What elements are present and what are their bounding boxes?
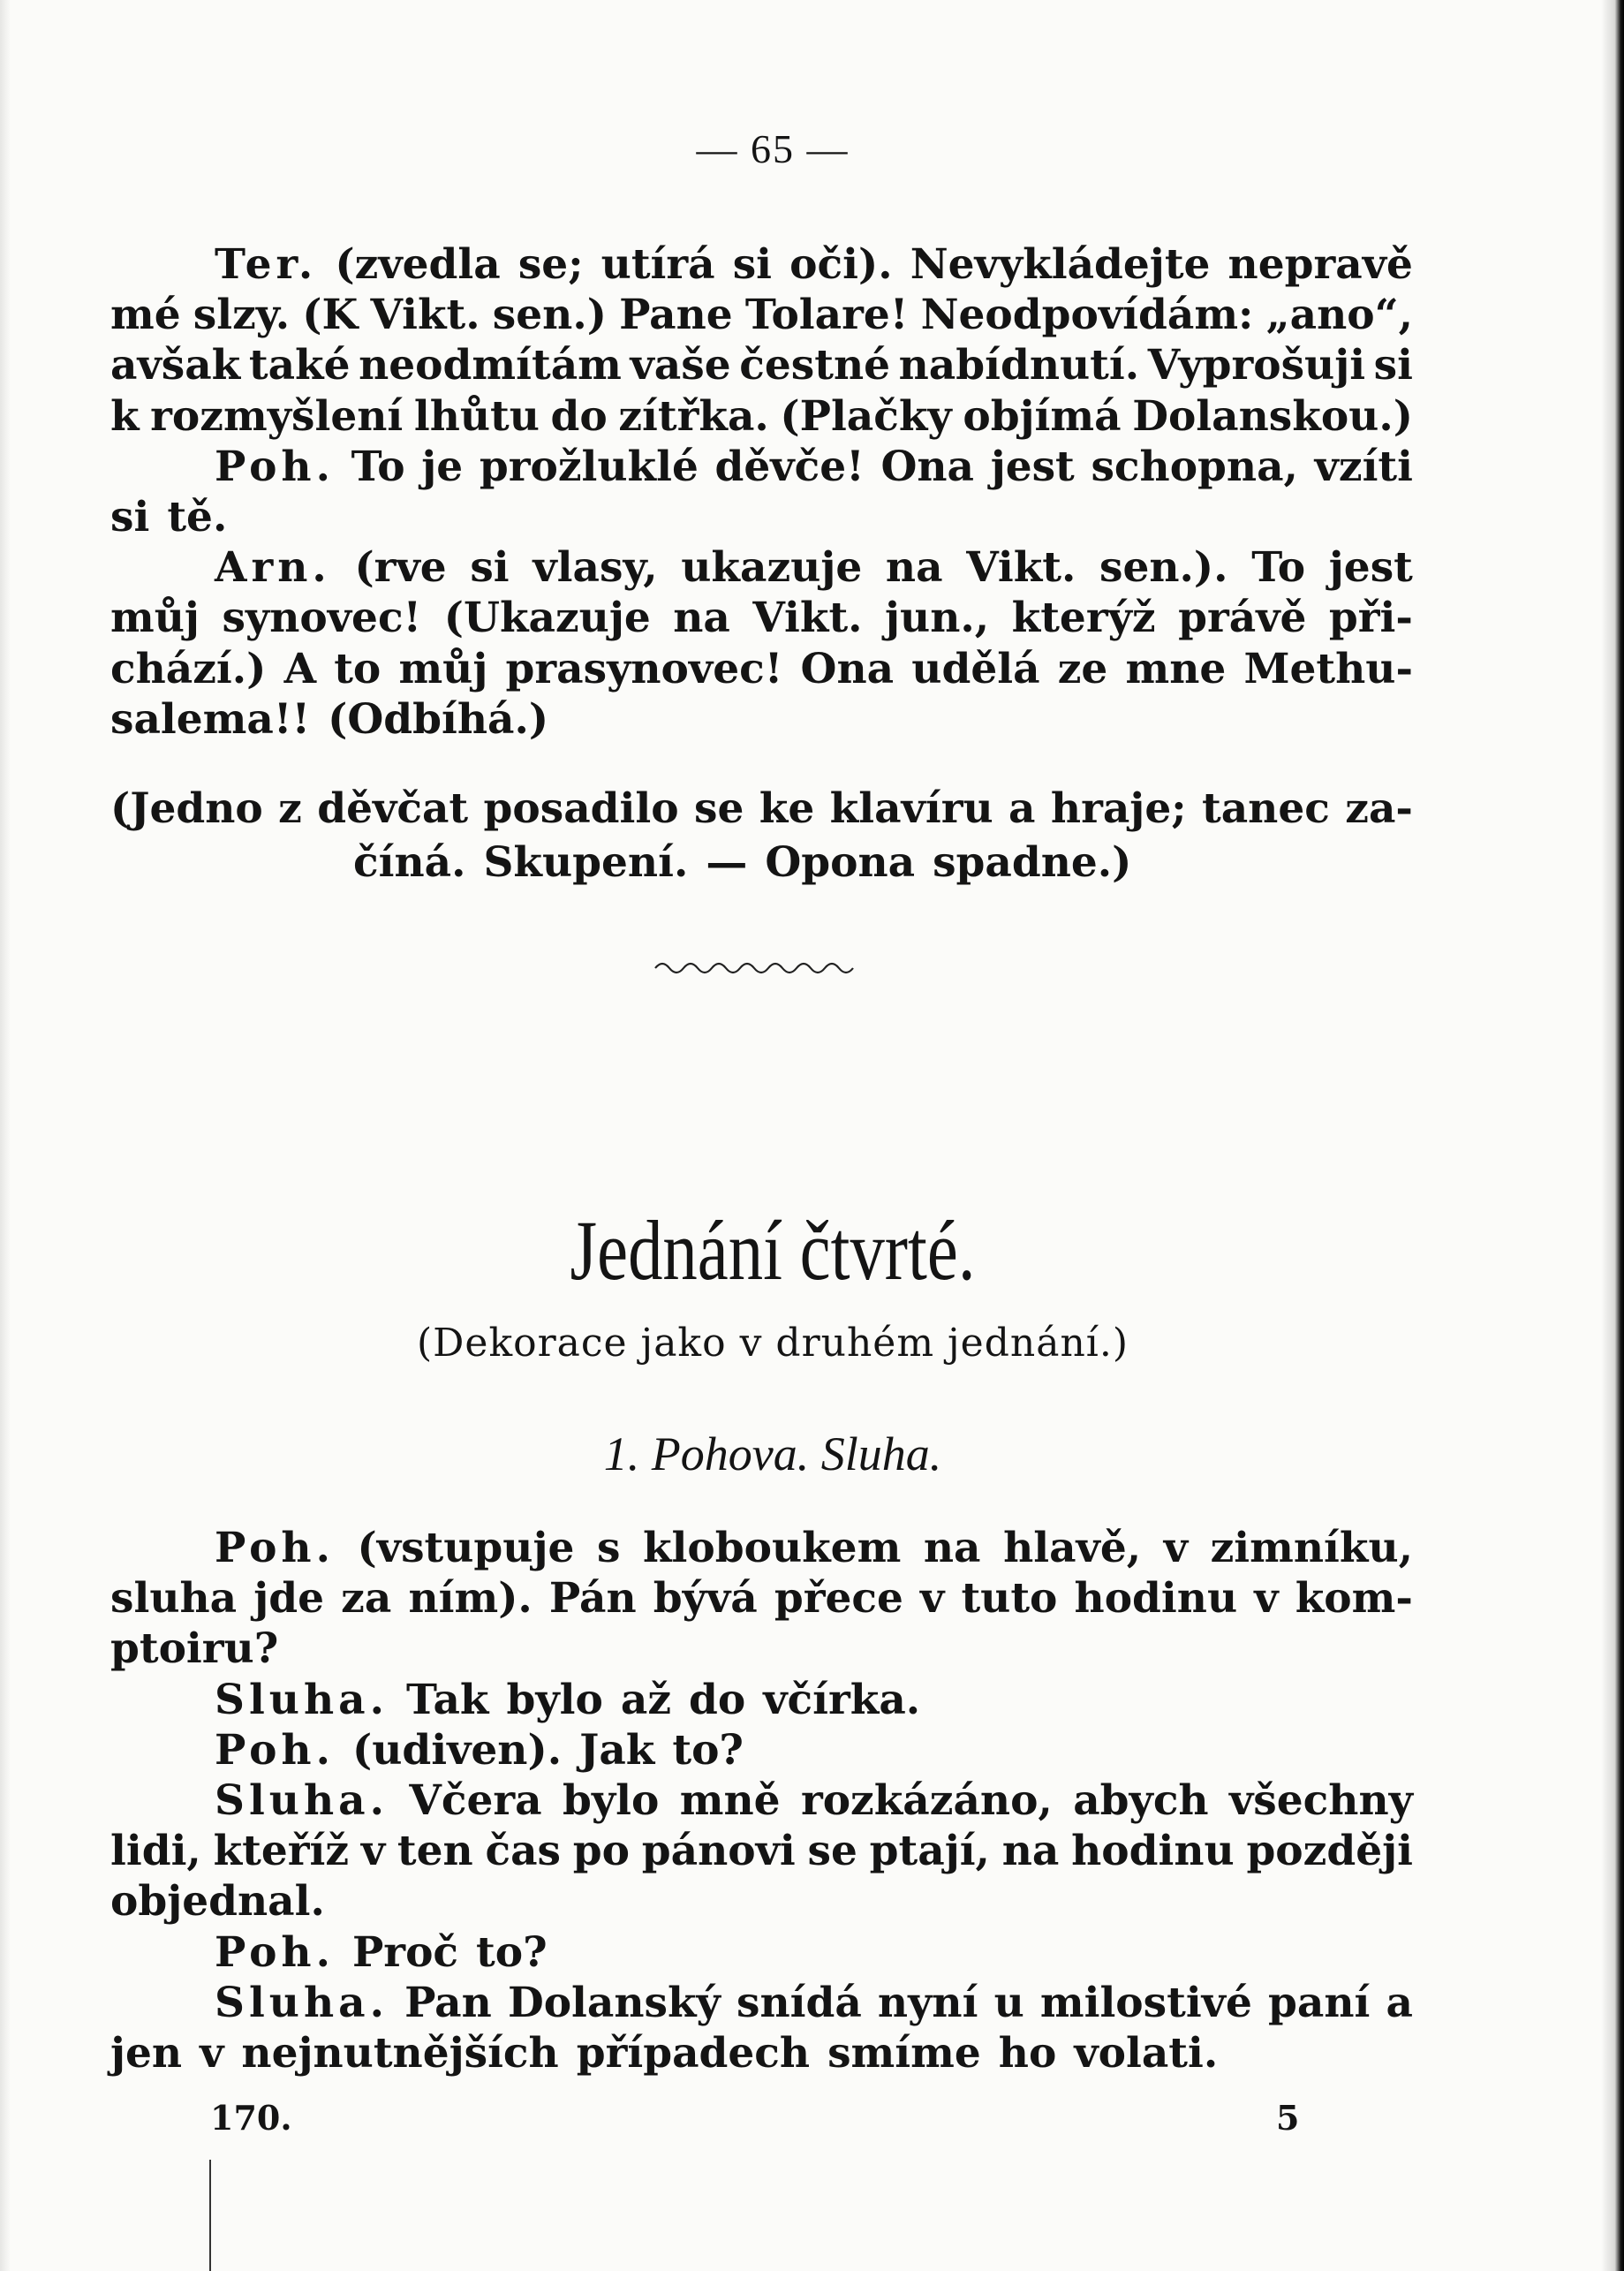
- text-line: [110, 291, 1413, 340]
- word: si: [732, 240, 773, 289]
- word: volati.: [1074, 2029, 1219, 2078]
- word: klavíru: [829, 784, 993, 833]
- word: avšak: [110, 341, 241, 390]
- word: jde: [253, 1574, 325, 1624]
- word: čestné: [739, 341, 891, 390]
- word: lhůtu: [413, 391, 540, 441]
- text-line: [110, 784, 1413, 834]
- word: za: [341, 1574, 392, 1624]
- text-line: [110, 341, 1413, 390]
- text-line: [110, 493, 227, 542]
- word: utírá: [601, 240, 715, 289]
- word: bylo: [562, 1776, 660, 1825]
- text-line: [215, 543, 1413, 593]
- word: zítřka.: [618, 391, 769, 441]
- word: Opona: [765, 838, 916, 887]
- word: Dolanskou.): [1132, 391, 1413, 441]
- word: ukazuje: [681, 543, 863, 593]
- text-line: [110, 2029, 1218, 2078]
- ornament-divider: [653, 954, 861, 980]
- word: ke: [759, 784, 815, 833]
- word: Ona: [880, 442, 975, 491]
- word: paní: [1268, 1978, 1371, 2027]
- word: bývá: [653, 1574, 758, 1624]
- word: abych: [1073, 1776, 1209, 1825]
- word: (Jedno: [110, 784, 263, 833]
- word: tě.: [167, 493, 228, 541]
- word: na: [1001, 1827, 1060, 1876]
- word: v: [1163, 1524, 1189, 1572]
- word: objímá: [963, 391, 1122, 441]
- speaker-name: Poh.: [215, 442, 335, 491]
- word: případech: [576, 2029, 811, 2078]
- word: vzíti: [1314, 442, 1413, 491]
- word: k: [110, 391, 140, 441]
- word: snídá: [736, 1978, 862, 2027]
- word: rozkázáno,: [800, 1776, 1053, 1825]
- word: Pane: [619, 291, 733, 340]
- text-line: [215, 1928, 548, 1978]
- word: do: [689, 1675, 746, 1724]
- text-line: [215, 1726, 744, 1775]
- word: všechny: [1229, 1776, 1413, 1825]
- word: chází.): [110, 644, 267, 693]
- word: (rve: [354, 543, 447, 593]
- word: objednal.: [110, 1877, 325, 1927]
- word: na: [923, 1524, 981, 1572]
- word: Ona: [800, 644, 895, 693]
- word: Jak: [579, 1725, 655, 1775]
- text-line: [215, 240, 1413, 290]
- word: ptají,: [869, 1827, 990, 1876]
- word: synovec!: [222, 594, 422, 643]
- text-line: [110, 392, 1413, 442]
- word: tanec: [1201, 784, 1330, 833]
- word: To: [1251, 543, 1306, 593]
- word: sen.): [492, 291, 607, 340]
- word: mé: [110, 291, 181, 340]
- word: (Ukazuje: [443, 594, 651, 643]
- word: hlavě,: [1003, 1524, 1142, 1572]
- page-number: — 65 —: [696, 126, 850, 171]
- word: vaše: [630, 341, 731, 390]
- word: si: [1373, 341, 1413, 390]
- word: ze: [1057, 644, 1108, 693]
- text-line: [110, 1827, 1413, 1876]
- act-title: Jednání čtvrté.: [570, 1203, 976, 1298]
- word: Vikt.: [966, 543, 1076, 593]
- word: po: [572, 1827, 630, 1876]
- word: při-: [1328, 594, 1413, 643]
- word: smíme: [827, 2029, 981, 2078]
- word: to: [334, 644, 381, 693]
- text-line: [215, 1524, 1413, 1573]
- text-line: [215, 1776, 1413, 1826]
- act-decoration-note: (Dekorace jako v druhém jednání.): [416, 1321, 1129, 1366]
- word: přece: [774, 1574, 903, 1624]
- scene-title: 1. Pohova. Sluha.: [603, 1427, 942, 1480]
- page-edge-left: [0, 0, 11, 2271]
- word: kom-: [1295, 1574, 1413, 1624]
- footer-signature: 170.: [210, 2098, 292, 2138]
- word: Tolare!: [744, 291, 909, 340]
- word: slzy.: [193, 291, 291, 340]
- word: jest: [1328, 543, 1413, 593]
- page-edge-right: [1601, 0, 1624, 2271]
- word: schopna,: [1091, 442, 1298, 491]
- word: se;: [517, 240, 584, 289]
- text-line: [215, 1979, 1413, 2028]
- word: mne: [1125, 644, 1227, 693]
- word: je: [421, 442, 464, 491]
- word: v: [360, 1827, 386, 1876]
- word: Pan: [404, 1978, 492, 2027]
- word: nabídnutí.: [898, 341, 1140, 390]
- word: v: [920, 1574, 945, 1624]
- word: spadne.): [933, 838, 1132, 887]
- word: posadilo: [483, 784, 679, 833]
- word: se: [807, 1827, 857, 1876]
- word: pánovi: [641, 1827, 796, 1876]
- word: kloboukem: [642, 1524, 902, 1572]
- word: mně: [679, 1776, 781, 1825]
- word: právě: [1178, 594, 1307, 643]
- word: Neodpovídám:: [920, 291, 1254, 340]
- text-line: [215, 443, 1413, 492]
- word: hodinu: [1071, 1827, 1235, 1876]
- word: jun.,: [885, 594, 990, 643]
- word: To: [351, 442, 405, 491]
- word: hodinu: [1074, 1574, 1238, 1624]
- speaker-name: Ter.: [215, 240, 318, 289]
- word: (udiven).: [351, 1725, 563, 1775]
- word: číná.: [353, 838, 466, 887]
- word: děvčat: [317, 784, 469, 833]
- speaker-name: Sluha.: [215, 1776, 389, 1825]
- word: za-: [1345, 784, 1413, 833]
- word: neodmítám: [359, 341, 622, 390]
- word: také: [248, 341, 351, 390]
- word: (zvedla: [335, 240, 501, 289]
- word: to?: [476, 1927, 548, 1977]
- word: sen.).: [1099, 543, 1228, 593]
- speaker-name: Poh.: [215, 1524, 335, 1572]
- word: můj: [110, 594, 200, 643]
- speaker-name: Sluha.: [215, 1675, 389, 1724]
- word: bylo: [506, 1675, 603, 1724]
- word: A: [283, 644, 317, 693]
- text-line: [215, 1676, 920, 1725]
- word: Tak: [405, 1675, 489, 1724]
- word: čas: [485, 1827, 561, 1876]
- word: ho: [998, 2029, 1057, 2078]
- speaker-name: Sluha.: [215, 1978, 389, 2027]
- word: Skupení.: [483, 838, 689, 887]
- word: Methu-: [1243, 644, 1413, 693]
- word: si: [110, 493, 150, 541]
- word: Včera: [409, 1776, 542, 1825]
- word: nyní: [877, 1978, 978, 2027]
- word: prožluklé: [479, 442, 699, 491]
- text-line: [110, 645, 1413, 694]
- word: včírka.: [763, 1675, 921, 1724]
- word: Dolanský: [507, 1978, 721, 2027]
- text-line: [110, 695, 548, 745]
- word: můj: [398, 644, 488, 693]
- footer-sheet-number: 5: [1276, 2098, 1300, 2138]
- text-line: [110, 594, 1413, 643]
- word: v: [200, 2029, 224, 2078]
- speaker-name: Poh.: [215, 1725, 335, 1775]
- word: hraje;: [1050, 784, 1187, 833]
- word: udělá: [911, 644, 1040, 693]
- margin-rule: [209, 2160, 211, 2271]
- word: jest: [990, 442, 1075, 491]
- word: Proč: [351, 1927, 459, 1977]
- word: kterýž: [1011, 594, 1156, 643]
- word: Vyprošuji: [1147, 341, 1366, 390]
- text-line: [353, 838, 1131, 888]
- word: lidi,: [110, 1827, 201, 1876]
- word: Vikt.: [370, 291, 480, 340]
- word: ten: [397, 1827, 473, 1876]
- word: později: [1246, 1827, 1413, 1876]
- word: vlasy,: [533, 543, 658, 593]
- word: nepravě: [1227, 240, 1413, 289]
- word: a: [1386, 1978, 1413, 2027]
- word: s: [596, 1524, 621, 1572]
- word: rozmyšlení: [150, 391, 404, 441]
- word: (Odbíhá.): [328, 694, 549, 744]
- word: „ano“,: [1265, 291, 1413, 340]
- word: (Plačky: [780, 391, 952, 441]
- word: oči).: [789, 240, 893, 289]
- text-line: [110, 1574, 1413, 1624]
- word: Vikt.: [752, 594, 863, 643]
- word: salema!!: [110, 694, 311, 744]
- text-line: [110, 1624, 278, 1674]
- word: na: [885, 543, 943, 593]
- word: to?: [672, 1725, 744, 1775]
- word: na: [673, 594, 730, 643]
- word: děvče!: [714, 442, 865, 491]
- text-line: [110, 1877, 325, 1927]
- speaker-name: Poh.: [215, 1927, 335, 1977]
- word: tuto: [961, 1574, 1058, 1624]
- word: (vstupuje: [357, 1524, 575, 1572]
- word: (K: [302, 291, 359, 340]
- word: do: [550, 391, 608, 441]
- word: v: [1254, 1574, 1279, 1624]
- word: se: [694, 784, 744, 833]
- word: ním).: [408, 1574, 533, 1624]
- word: z: [278, 784, 302, 833]
- word: prasynovec!: [505, 644, 783, 693]
- word: u: [993, 1978, 1024, 2027]
- word: nejnutnějších: [241, 2029, 559, 2078]
- word: a: [1008, 784, 1036, 833]
- word: ptoiru?: [110, 1624, 279, 1674]
- word: sluha: [110, 1574, 238, 1624]
- word: si: [470, 543, 510, 593]
- word: zimníku,: [1210, 1524, 1413, 1572]
- word: až: [620, 1675, 672, 1724]
- word: —: [706, 838, 748, 887]
- word: jen: [110, 2029, 183, 2078]
- word: Nevykládejte: [910, 240, 1211, 289]
- word: milostivé: [1039, 1978, 1252, 2027]
- word: kteříž: [213, 1827, 350, 1876]
- speaker-name: Arn.: [215, 543, 331, 593]
- word: Pán: [548, 1574, 637, 1624]
